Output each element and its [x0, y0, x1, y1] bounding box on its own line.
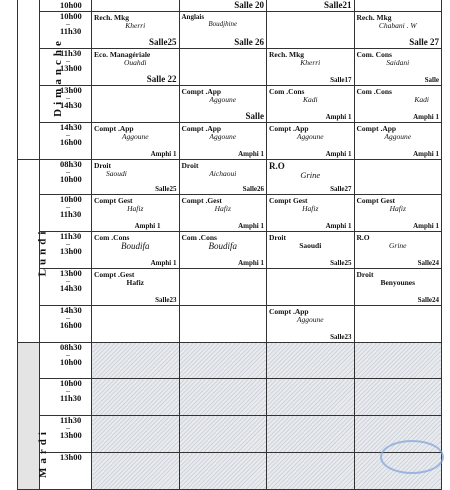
course-cell: [267, 416, 355, 453]
table-row: [18, 306, 442, 343]
table-row: [18, 379, 442, 416]
course-cell: Com .Cons Kadi Amphi 1: [267, 86, 355, 123]
course-cell: Rech. Mkg Kherri Salle25: [92, 12, 180, 49]
course-cell: Compt .Gest Hafiz Salle23: [92, 269, 180, 306]
course-cell: Droit Aichaoui Salle26: [179, 160, 267, 195]
time-slot: 10h00: [40, 0, 92, 12]
table-row: [18, 269, 442, 306]
course-cell: [354, 160, 442, 195]
course-cell: [354, 343, 442, 379]
course-cell: [179, 379, 267, 416]
course-cell: Com .Cons Boudifa Amphi 1: [179, 232, 267, 269]
course-cell: [267, 453, 355, 490]
course-cell: [92, 86, 180, 123]
course-cell: Compt .Gest Hafiz Amphi 1: [179, 195, 267, 232]
table-row: [18, 453, 442, 490]
table-row: [18, 195, 442, 232]
table-row: [18, 232, 442, 269]
time-slot: 08h30 – 10h00: [40, 160, 92, 195]
time-slot: 11h30 – 13h00: [40, 416, 92, 453]
course-cell: [92, 416, 180, 453]
table-row: [18, 343, 442, 379]
course-cell: Salle 20: [179, 0, 267, 12]
course-cell: Rech. Mkg Kherri Salle17: [267, 49, 355, 86]
course-cell: Droit Benyounes Salle24: [354, 269, 442, 306]
table-row: [18, 123, 442, 160]
course-cell: [179, 343, 267, 379]
table-row: [18, 0, 442, 12]
official-stamp: [380, 440, 444, 474]
course-cell: Compt Gest Hafiz Amphi 1: [92, 195, 180, 232]
course-cell: [179, 453, 267, 490]
day-label-lundi: Lundi: [18, 160, 40, 343]
course-cell: Com .Cons Kadi Amphi 1: [354, 86, 442, 123]
time-slot: 14h30 – 16h00: [40, 306, 92, 343]
course-cell: [267, 379, 355, 416]
course-cell: Droit Saoudi Salle25: [92, 160, 180, 195]
course-cell: [267, 269, 355, 306]
course-cell: [354, 0, 442, 12]
course-cell: Compt .App Aggoune Amphi 1: [92, 123, 180, 160]
timetable: [17, 0, 442, 490]
course-cell: [92, 453, 180, 490]
course-cell: [267, 12, 355, 49]
table-row: [18, 49, 442, 86]
table-row: [18, 12, 442, 49]
time-slot: 13h00 – 14h30: [40, 86, 92, 123]
course-cell: [267, 343, 355, 379]
course-cell: R.O Grine Salle27: [267, 160, 355, 195]
course-cell: Compt .App Aggoune Salle23: [267, 306, 355, 343]
day-label-mardi: Mardi: [18, 343, 40, 490]
time-slot: 08h30 – 10h00: [40, 343, 92, 379]
course-cell: [92, 343, 180, 379]
course-cell: Rech. Mkg Chabani . W Salle 27: [354, 12, 442, 49]
course-cell: [354, 379, 442, 416]
course-cell: Compt .App Aggoune Salle: [179, 86, 267, 123]
course-cell: [179, 416, 267, 453]
course-cell: [92, 379, 180, 416]
course-cell: Compt .App Aggoune Amphi 1: [179, 123, 267, 160]
table-row: [18, 86, 442, 123]
course-cell: Compt Gest Hafiz Amphi 1: [354, 195, 442, 232]
course-cell: Compt .App Aggoune Amphi 1: [267, 123, 355, 160]
course-cell: [354, 306, 442, 343]
course-cell: Com .Cons Boudifa Amphi 1: [92, 232, 180, 269]
course-cell: [92, 306, 180, 343]
course-cell: Compt Gest Hafiz Amphi 1: [267, 195, 355, 232]
course-cell: Salle21: [267, 0, 355, 12]
day-label-dimanche: Dimanche: [18, 0, 40, 160]
table-row: [18, 416, 442, 453]
course-cell: R.O Grine Salle24: [354, 232, 442, 269]
course-cell: [179, 306, 267, 343]
course-cell: Compt .App Aggoune Amphi 1: [354, 123, 442, 160]
time-slot: 13h00: [40, 453, 92, 490]
time-slot: 10h00 – 11h30: [40, 379, 92, 416]
time-slot: 10h00 – 11h30: [40, 195, 92, 232]
time-slot: 13h00 – 14h30: [40, 269, 92, 306]
course-cell: Eco. Managériale Ouahdi Salle 22: [92, 49, 180, 86]
course-cell: [179, 49, 267, 86]
time-slot: 11h30 – 13h00: [40, 49, 92, 86]
time-slot: 10h00 – 11h30: [40, 12, 92, 49]
time-slot: 14h30 – 16h00: [40, 123, 92, 160]
course-cell: [179, 269, 267, 306]
course-cell: Droit Saoudi Salle25: [267, 232, 355, 269]
course-cell: Com. Cons Saidani Salle: [354, 49, 442, 86]
table-row: [18, 160, 442, 195]
course-cell: Anglais Boudjhine Salle 26: [179, 12, 267, 49]
course-cell: [92, 0, 180, 12]
time-slot: 11h30 – 13h00: [40, 232, 92, 269]
